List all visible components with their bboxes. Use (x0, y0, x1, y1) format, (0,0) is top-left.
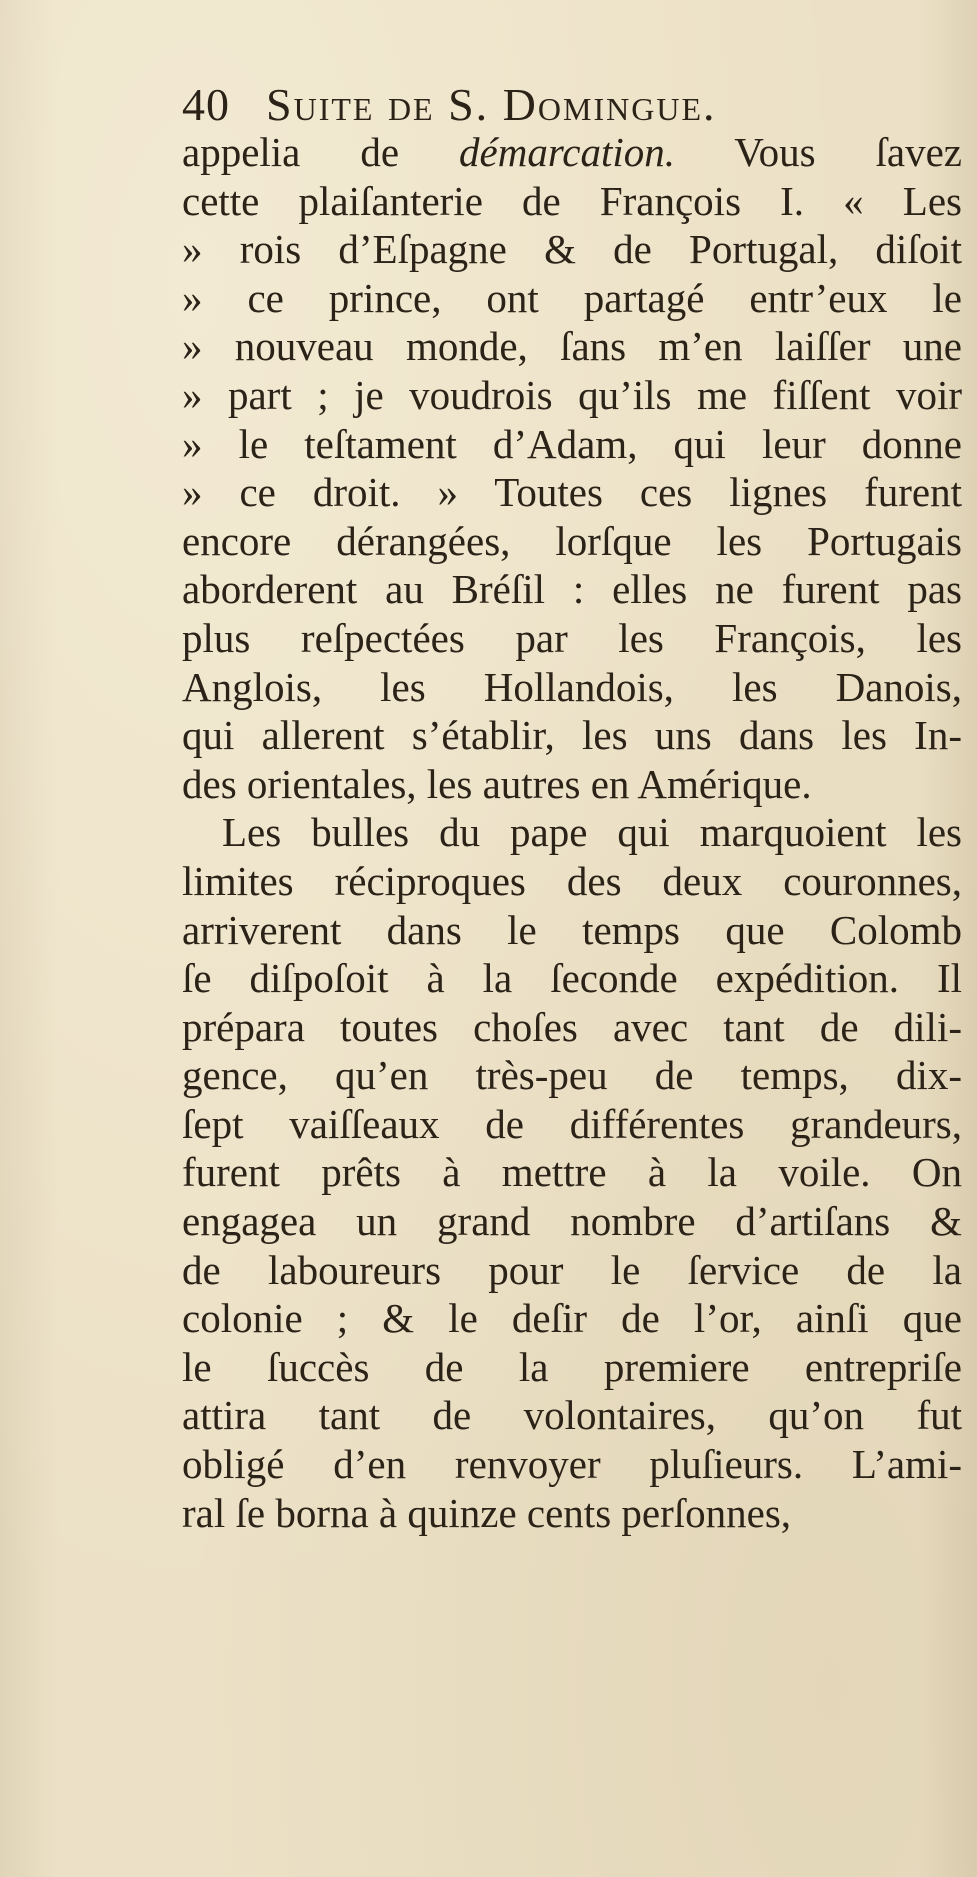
text-run: Les bulles du pape qui marquoient les (222, 809, 962, 856)
page-number: 40 (182, 79, 230, 130)
paragraph (182, 808, 962, 1537)
text-line (182, 954, 962, 1003)
paragraph (182, 128, 962, 808)
text-run: le ſuccès de la premiere entrepriſe (182, 1343, 962, 1390)
text-line (182, 420, 962, 469)
text-run: engagea un grand nombre d’artiſans & (182, 1198, 962, 1245)
text-line (182, 711, 962, 760)
text-run: » nouveau monde, ſans m’en laiſſer une (182, 323, 962, 370)
text-line (182, 1391, 962, 1440)
text-line (182, 1343, 962, 1392)
text-line (182, 1100, 962, 1149)
text-run: » ce droit. » Toutes ces lignes furent (182, 469, 962, 516)
text-line (182, 614, 962, 663)
text-run: Vous ſavez (675, 129, 962, 175)
text-line (182, 225, 962, 274)
text-run: de laboureurs pour le ſervice de la (182, 1246, 962, 1293)
text-line (182, 906, 962, 955)
text-run: colonie ; & le deſir de l’or, ainſi que (182, 1295, 962, 1342)
text-line (182, 322, 962, 371)
text-run: prépara toutes choſes avec tant de dili- (182, 1003, 962, 1050)
text-run: encore dérangées, lorſque les Portugais (182, 517, 962, 564)
text-run: » part ; je voudrois qu’ils me fiſſent voir (182, 371, 962, 418)
text-line (182, 128, 962, 177)
text-run: » le teſtament d’Adam, qui leur donne (182, 420, 962, 467)
text-line (182, 371, 962, 420)
text-line (182, 1197, 962, 1246)
text-line (182, 274, 962, 323)
text-run: attira tant de volontaires, qu’on fut (182, 1392, 962, 1439)
text-run: arriverent dans le temps que Colomb (182, 906, 962, 953)
text-line (182, 808, 962, 857)
text-line (182, 857, 962, 906)
text-line (182, 1294, 962, 1343)
text-run: des orientales, les autres en Amérique. (182, 760, 812, 807)
text-run: plus reſpectées par les François, les (182, 614, 962, 661)
body-text (182, 128, 962, 1537)
text-line (182, 565, 962, 614)
text-run: » rois d’Eſpagne & de Portugal, diſoit (182, 226, 962, 273)
text-run: appelia de (182, 129, 460, 175)
text-line (182, 468, 962, 517)
text-line (182, 760, 962, 809)
text-run: gence, qu’en très-peu de temps, dix- (182, 1052, 962, 1099)
text-line (182, 177, 962, 226)
text-run: aborderent au Bréſil : elles ne furent pas (182, 566, 962, 613)
running-title: Suite de S. Domingue. (266, 79, 717, 130)
text-run: qui allerent s’établir, les uns dans les In- (182, 712, 962, 759)
text-run: limites réciproques des deux couronnes, (182, 857, 962, 904)
text-run: Anglois, les Hollandois, les Danois, (182, 663, 962, 710)
text-line (182, 1489, 962, 1538)
text-run: ſept vaiſſeaux de différentes grandeurs, (182, 1100, 962, 1147)
text-run: ral ſe borna à quinze cents perſonnes, (182, 1489, 792, 1536)
text-line (182, 663, 962, 712)
text-run: cette plaiſanterie de François I. « Les (182, 177, 962, 224)
text-line (182, 517, 962, 566)
text-run: obligé d’en renvoyer pluſieurs. L’ami- (182, 1441, 962, 1488)
text-line (182, 1003, 962, 1052)
text-run: furent prêts à mettre à la voile. On (182, 1149, 962, 1196)
text-run: » ce prince, ont partagé entr’eux le (182, 274, 962, 321)
text-line (182, 1148, 962, 1197)
text-line (182, 1440, 962, 1489)
text-line (182, 1051, 962, 1100)
text-run: ſe diſpoſoit à la ſeconde expédition. Il (182, 955, 962, 1002)
italic-text: démarcation. (459, 129, 676, 175)
text-line (182, 1246, 962, 1295)
